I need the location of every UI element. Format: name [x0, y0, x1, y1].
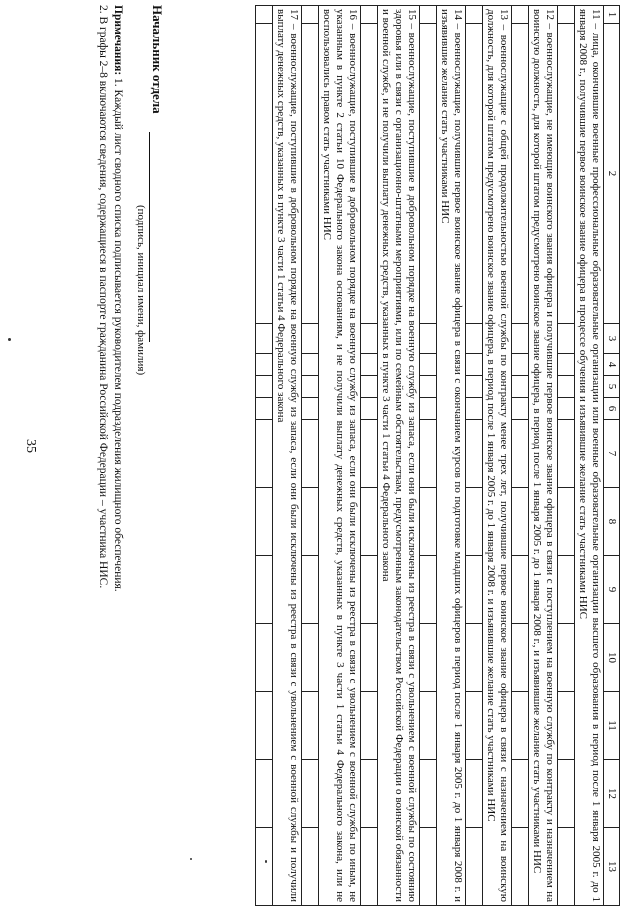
table-cell — [256, 488, 273, 556]
table-cell — [302, 24, 319, 324]
table-cell — [420, 828, 437, 906]
category-row — [575, 6, 604, 906]
table-cell — [558, 420, 575, 488]
table-cell — [256, 324, 273, 354]
table-cell — [466, 760, 483, 828]
table-cell — [302, 556, 319, 624]
header-cell-9: 9 — [604, 556, 620, 624]
scan-speck — [265, 860, 267, 863]
table-row — [361, 6, 378, 906]
category-row — [273, 6, 302, 906]
table-row — [302, 6, 319, 906]
table-cell — [256, 624, 273, 692]
table-cell — [512, 354, 529, 376]
header-cell-3: 3 — [604, 324, 620, 354]
report-table — [255, 5, 620, 906]
table-cell — [302, 420, 319, 488]
category-label-15: 15 – военнослужащие, поступившие в добровольном порядке на военную службу из запаса, если они были исключены из реестра в связи с увольнением с военной службы по состоянию здоровья или в связи с организационно-штатными мероприятиями, или по семейным обстоятельствам, предусмотренным законодательством Российской Федерации о воинской обязанности и военной службе, и не получили выплату денежных средств, указанных в пункте 3 части 1 статьи 4 Федерального закона — [378, 6, 420, 906]
table-cell — [420, 760, 437, 828]
table-cell — [302, 488, 319, 556]
table-cell — [512, 398, 529, 420]
signature-line — [149, 5, 165, 885]
table-row — [256, 6, 273, 906]
table-cell — [512, 692, 529, 760]
category-row — [437, 6, 466, 906]
note-2: 2. В графы 2–8 включаются сведения, содержащиеся в паспорте гражданина Российской Федерации – участника НИС. — [97, 5, 109, 589]
table-cell — [512, 376, 529, 398]
table-cell — [512, 556, 529, 624]
category-label-16: 16 – военнослужащие, поступившие в добровольном порядке на военную службу из запаса, если они были исключены из реестра в связи с увольнением с военной службы по иным, не указанным в пункте 2 статьи 10 Федерального закона основаниям, и не получили выплату денежных средств, указанных в пункте 3 части 1 статьи 4 Федерального закона, или не воспользовались правом стать участниками НИС — [319, 6, 361, 906]
table-cell — [302, 376, 319, 398]
table-cell — [466, 24, 483, 324]
table-cell — [302, 692, 319, 760]
scan-speck — [8, 338, 11, 341]
table-cell — [558, 6, 575, 24]
notes-block — [95, 5, 125, 885]
note-1-text: 1. Каждый лист сводного списка подписывается руководителем подразделения жилищного обеспечения. — [112, 78, 124, 592]
table-cell — [558, 398, 575, 420]
table-cell — [420, 376, 437, 398]
rotated-page — [60, 5, 620, 902]
table-cell — [420, 556, 437, 624]
table-cell — [466, 398, 483, 420]
table-cell — [302, 760, 319, 828]
table-cell — [558, 828, 575, 906]
table-cell — [558, 556, 575, 624]
table-row — [420, 6, 437, 906]
table-cell — [558, 624, 575, 692]
signature-hint: (подпись, инициал имени, фамилия) — [135, 205, 147, 376]
table-cell — [420, 24, 437, 324]
table-cell — [466, 420, 483, 488]
table-cell — [302, 398, 319, 420]
table-cell — [512, 24, 529, 324]
table-cell — [302, 354, 319, 376]
table-row — [466, 6, 483, 906]
table-cell — [420, 420, 437, 488]
table-cell — [466, 354, 483, 376]
table-cell — [420, 6, 437, 24]
table-cell — [256, 760, 273, 828]
table-cell — [512, 488, 529, 556]
table-cell — [512, 624, 529, 692]
category-label-14: 14 – военнослужащие, получившие первое воинское звание офицера в связи с окончанием курсов по подготовке младших офицеров в период после 1 января 2005 г. до 1 января 2008 г. и изъявившие желание стать участниками НИС — [437, 6, 466, 906]
table-cell — [558, 24, 575, 324]
table-cell — [512, 324, 529, 354]
table-cell — [512, 828, 529, 906]
table-cell — [466, 488, 483, 556]
table-cell — [256, 420, 273, 488]
signature-label: Начальник отдела — [150, 5, 165, 114]
table-row — [558, 6, 575, 906]
table-cell — [256, 692, 273, 760]
category-label-12: 12 – военнослужащие, не имеющие воинского звания офицера и получившие первое воинское звание офицера в связи с поступлением на военную службу по контракту и назначением на воинскую должность, для которой штатом предусмотрено воинское звание офицера, в период после 1 января 2005 г. до 1 января 2008 г., и изъявившие желание стать участниками НИС — [529, 6, 558, 906]
table-cell — [361, 760, 378, 828]
signature-rule — [149, 132, 160, 342]
table-cell — [361, 420, 378, 488]
table-cell — [302, 6, 319, 24]
table-cell — [361, 354, 378, 376]
table-cell — [512, 6, 529, 24]
table-cell — [361, 556, 378, 624]
table-cell — [256, 6, 273, 24]
report-table-wrapper — [255, 5, 620, 902]
table-cell — [361, 376, 378, 398]
table-cell — [466, 828, 483, 906]
table-cell — [558, 488, 575, 556]
table-cell — [302, 828, 319, 906]
table-cell — [420, 324, 437, 354]
category-label-13: 13 – военнослужащие с общей продолжительностью военной службы по контракту менее трех лет, получившие первое воинское звание офицера в связи с назначением на воинскую должность, для которой штатом предусмотрено воинское звание офицера, в период после 1 января 2005 г. до 1 января 2008 г. и изъявившие желание стать участниками НИС — [483, 6, 512, 906]
header-cell-11: 11 — [604, 692, 620, 760]
table-cell — [466, 624, 483, 692]
note-1 — [110, 5, 125, 885]
header-number-row — [604, 6, 620, 906]
table-cell — [256, 354, 273, 376]
table-cell — [512, 760, 529, 828]
category-label-17: 17 – военнослужащие, поступившие в добровольном порядке на военную службу из запаса, если они были исключены из реестра в связи с увольнением с военной службы и получили выплату денежных средств, указанных в пункте 3 части 1 статьи 4 Федерального закона — [273, 6, 302, 906]
document-footer — [95, 5, 165, 885]
table-cell — [420, 354, 437, 376]
table-cell — [558, 376, 575, 398]
table-cell — [256, 828, 273, 906]
table-cell — [361, 828, 378, 906]
table-cell — [558, 354, 575, 376]
table-cell — [466, 376, 483, 398]
header-cell-1: 1 — [604, 6, 620, 24]
table-cell — [420, 398, 437, 420]
table-cell — [256, 376, 273, 398]
table-cell — [420, 624, 437, 692]
table-cell — [558, 692, 575, 760]
category-row — [319, 6, 361, 906]
category-row — [378, 6, 420, 906]
table-cell — [361, 24, 378, 324]
table-cell — [420, 488, 437, 556]
table-cell — [302, 324, 319, 354]
table-cell — [558, 324, 575, 354]
table-cell — [361, 6, 378, 24]
table-cell — [420, 692, 437, 760]
table-cell — [256, 24, 273, 324]
header-cell-7: 7 — [604, 420, 620, 488]
page-number: 35 — [23, 439, 38, 453]
table-cell — [466, 324, 483, 354]
table-cell — [466, 692, 483, 760]
category-row — [529, 6, 558, 906]
table-cell — [361, 324, 378, 354]
header-cell-6: 6 — [604, 398, 620, 420]
table-cell — [466, 556, 483, 624]
table-cell — [361, 692, 378, 760]
header-cell-10: 10 — [604, 624, 620, 692]
header-cell-5: 5 — [604, 376, 620, 398]
table-cell — [361, 624, 378, 692]
table-cell — [256, 398, 273, 420]
table-cell — [558, 760, 575, 828]
header-cell-13: 13 — [604, 828, 620, 906]
scan-speck — [190, 858, 192, 860]
table-cell — [466, 6, 483, 24]
header-cell-4: 4 — [604, 354, 620, 376]
table-cell — [302, 624, 319, 692]
header-cell-8: 8 — [604, 488, 620, 556]
table-cell — [256, 556, 273, 624]
category-row — [483, 6, 512, 906]
header-cell-2: 2 — [604, 24, 620, 324]
table-cell — [361, 398, 378, 420]
table-cell — [361, 488, 378, 556]
category-label-11: 11 – лица, окончившие военные профессиональные образовательные организации или военные образовательные организации высшего образования в период после 1 января 2005 г. до 1 января 2008 г., получившие первое воинское звание офицера в процессе обучения и изъявившие желание стать участниками НИС — [575, 6, 604, 906]
header-cell-12: 12 — [604, 760, 620, 828]
table-row — [512, 6, 529, 906]
notes-title: Примечания: — [112, 5, 124, 76]
table-cell — [512, 420, 529, 488]
